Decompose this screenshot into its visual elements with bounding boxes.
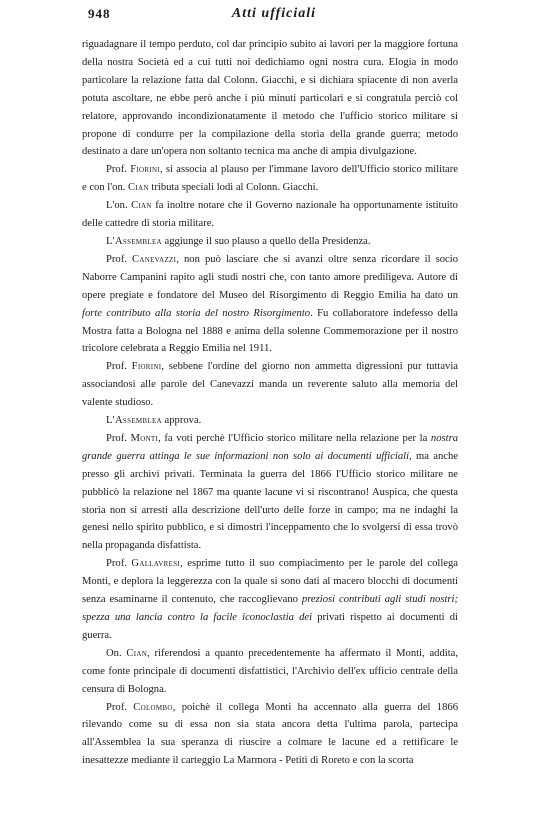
speaker-name: Fiorini	[131, 361, 162, 373]
italic-text: preziosi contributi agli studi nostri; spezza una lancia contro la facile iconoclastia dei	[82, 594, 458, 623]
paragraph-text: tributa speciali lodi al Colonn. Giacchi.	[148, 182, 319, 194]
paragraph	[82, 251, 458, 358]
paragraph	[82, 36, 458, 161]
running-title: Atti ufficiali	[231, 6, 317, 21]
paragraph	[82, 645, 458, 699]
paragraph	[82, 358, 458, 412]
paragraph	[82, 699, 458, 771]
italic-text: forte contributo alla storia del nostro Risorgimento	[82, 307, 311, 319]
paragraph-text: , non può lasciare che si avanzi oltre senza ricordare il socio Naborre Campanini rapito agli studi nostri che, con tanto amore prediligeva. Autore di opere pregiate e fondatore del Museo del Risorgimento di Reggio Emilia ha dato un	[82, 253, 458, 301]
speaker-name: L'Assemblea	[106, 415, 162, 427]
speaker-name: Canevazzi	[132, 253, 177, 265]
page-number: 948	[88, 6, 111, 21]
paragraph	[82, 233, 458, 251]
paragraph	[82, 555, 458, 645]
italic-text: nostra grande guerra attinga le sue informazioni non solo ai documenti ufficiali	[82, 432, 459, 462]
paragraph-text: , ma anche presso gli archivi privati. Terminata la guerra del 1866 l'Ufficio storico militare ne pubblicò la relazione nel 1867 ma quante lacune vi si riscontrano! Auspica, che questa storia non si arresti alla descrizione dell'urto delle forze in campo; ma ne indaghi la genesi nello spirito pubblico, e si dimostri l'inceppamento che lo svolgersi di essa trovò nella propaganda disfattista.	[82, 450, 458, 552]
body-text	[82, 36, 458, 770]
speaker-name: Cian	[128, 182, 149, 194]
paragraph-text: Prof.	[106, 701, 134, 713]
speaker-name: Fiorini	[130, 164, 160, 176]
speaker-name: Monti	[130, 432, 159, 444]
speaker-name: L'Assemblea	[106, 235, 162, 247]
speaker-name: Cian	[126, 647, 148, 659]
paragraph-text: Prof.	[106, 558, 132, 570]
paragraph-text: , sebbene l'ordine del giorno non ammetta digressioni pur tuttavia associandosi alle parole del Canevazzi manda un reverente saluto alla memoria del valente studioso.	[82, 361, 458, 409]
paragraph-text: Prof.	[106, 361, 132, 373]
paragraph	[82, 412, 458, 430]
paragraph-text: . Fu collaboratore indefesso della Mostra fatta a Bologna nel 1888 e anima della solenne Commemorazione per il nostro tricolore celebrata a Reggio Emilia nel 1911.	[82, 307, 458, 355]
paragraph-text: privati rispetto ai documenti di guerra.	[82, 612, 458, 641]
speaker-name: Cian	[131, 200, 152, 212]
paragraph-text: , esprime tutto il suo compiacimento per le parole del collega Monti, e deplora la leggerezza con la quale si sono dati al macero blocchi di documenti senza esaminarne il contenuto, che raccoglievano	[82, 558, 458, 606]
paragraph-text: , fa voti perchè l'Ufficio storico militare nella relazione per la	[158, 432, 431, 444]
paragraph-text: , riferendosi a quanto precedentemente ha affermato il Monti, addita, come fonte principale di documenti disfattistici, l'Archivio dell'ex ufficio centrale della censura di Bologna.	[82, 647, 458, 695]
paragraph-text: On.	[106, 647, 127, 659]
paragraph-text: L'on.	[106, 200, 132, 212]
paragraph-text: , poichè il collega Monti ha accennato alla guerra del 1866 rilevando come su di essa non sia stata ancora detta l'ultima parola, partecipa all'Assemblea la sua speranza di riuscire a colmare le lacune ed a rettificare le inesattezze mediante il carteggio La Marmora - Petiti di Roreto e con la scorta	[82, 701, 458, 767]
paragraph	[82, 197, 458, 233]
speaker-name: Gallavresi	[131, 558, 181, 570]
paragraph	[82, 161, 458, 197]
paragraph-text: riguadagnare il tempo perduto, col dar principio subito ai lavori per la maggiore fortuna della nostra Società ed a cui tutti noi dedichiamo ogni nostra cura. Elogia in modo particolare la relazione fatta dal Colonn. Giacchi, e si dichiara spiacente di non averla potuta ascoltare, ne ebbe però anche i più minuti particolari e si congratula perciò col relatore, approvando incondizionatamente il metodo che l'ufficio storico militare si propone di condurre per la compilazione della storia della grande guerra; metodo destinato a dare un'opera non soltanto tecnica ma anche di ampia divulgazione.	[82, 39, 458, 158]
speaker-name: Colombo	[133, 701, 173, 713]
paragraph-text: Prof.	[106, 253, 132, 265]
paragraph-text: Prof.	[106, 164, 131, 176]
paragraph-text: aggiunge il suo plauso a quello della Presidenza.	[161, 235, 371, 247]
paragraph-text: Prof.	[106, 432, 131, 444]
paragraph	[82, 430, 458, 555]
paragraph-text: , si associa al plauso per l'immane lavoro dell'Ufficio storico militare e con l'on.	[82, 164, 458, 194]
page-header	[88, 6, 460, 26]
paragraph-text: approva.	[161, 415, 202, 427]
paragraph-text: fa inoltre notare che il Governo nazionale ha opportunamente istituito delle cattedre di storia militare.	[82, 200, 458, 230]
